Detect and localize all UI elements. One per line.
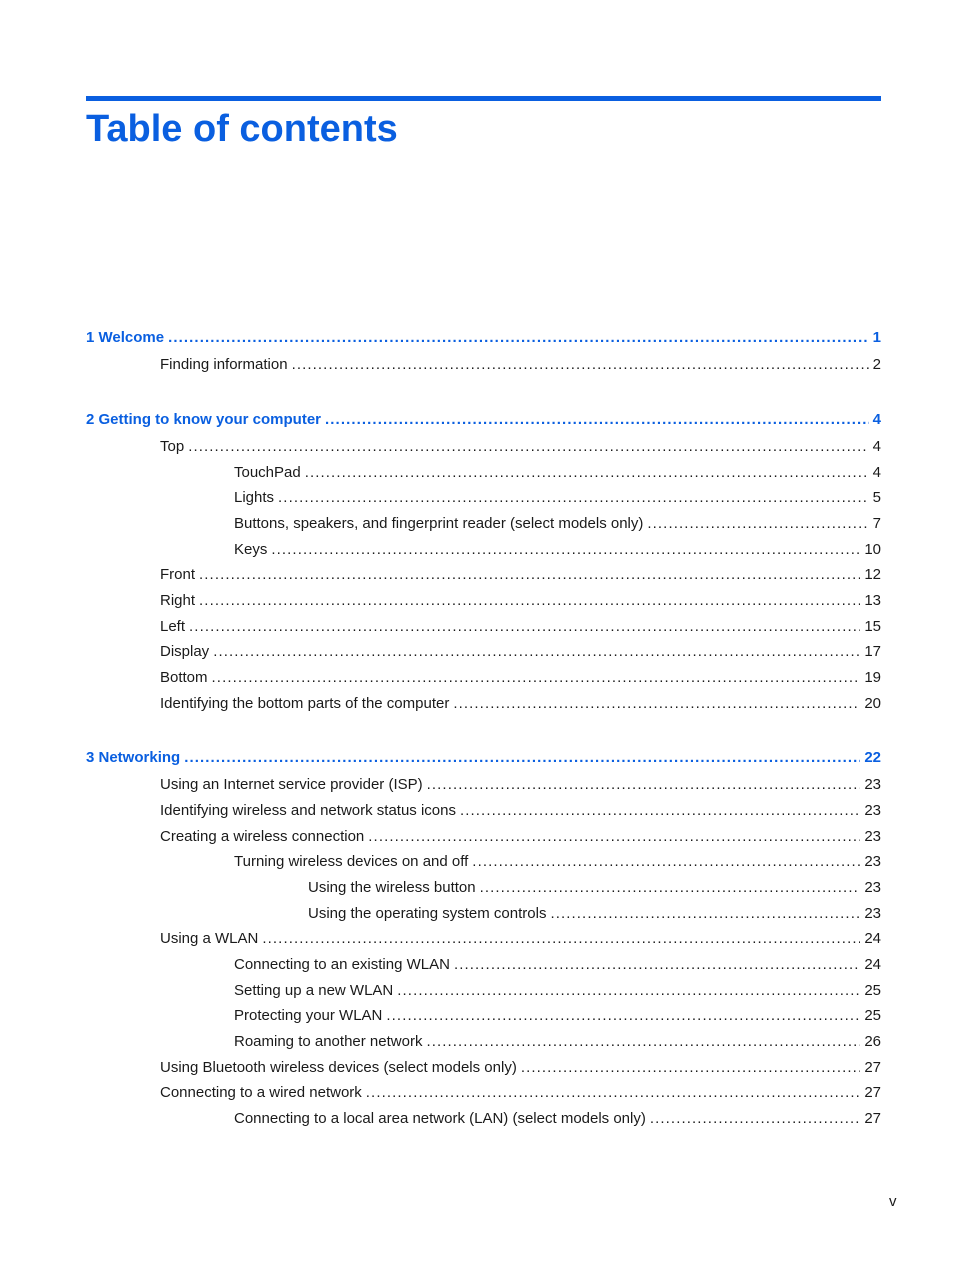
toc-leader-dots — [305, 463, 869, 483]
toc-entry-label: Setting up a new WLAN — [234, 982, 394, 999]
toc-entry-page: 27 — [864, 1110, 881, 1127]
toc-entry[interactable] — [308, 878, 881, 898]
toc-entry-page: 4 — [872, 411, 881, 428]
toc-entry-page: 25 — [864, 982, 881, 999]
toc-entry[interactable] — [160, 355, 881, 375]
toc-leader-dots — [386, 1006, 860, 1026]
toc-entry[interactable] — [160, 1083, 881, 1103]
toc-entry-label: TouchPad — [234, 464, 301, 481]
toc-entry[interactable] — [234, 463, 881, 483]
toc-entry-label: 2 Getting to know your computer — [86, 411, 322, 428]
toc-entry-page: 1 — [872, 329, 881, 346]
toc-entry[interactable] — [160, 775, 881, 795]
toc-entry[interactable] — [160, 617, 881, 637]
toc-entry-page: 24 — [864, 930, 881, 947]
toc-leader-dots — [521, 1058, 860, 1078]
toc-entry[interactable] — [160, 565, 881, 585]
toc-entry-label: Using a WLAN — [160, 930, 259, 947]
toc-entry[interactable] — [234, 1006, 881, 1026]
toc-entry-page: 25 — [864, 1007, 881, 1024]
toc-entry[interactable] — [234, 981, 881, 1001]
toc-entry-label: 1 Welcome — [86, 329, 165, 346]
toc-entry[interactable] — [234, 955, 881, 975]
toc-entry[interactable] — [308, 904, 881, 924]
toc-entry-label: Front — [160, 566, 196, 583]
toc-entry-page: 23 — [864, 776, 881, 793]
toc-entry-page: 23 — [864, 879, 881, 896]
toc-entry-page: 27 — [864, 1059, 881, 1076]
toc-leader-dots — [199, 591, 860, 611]
toc-leader-dots — [426, 1032, 860, 1052]
toc-entry-page: 23 — [864, 828, 881, 845]
toc-entry-label: Right — [160, 592, 196, 609]
toc-entry-page: 5 — [872, 489, 881, 506]
toc-entry-page: 20 — [864, 695, 881, 712]
toc-entry-page: 26 — [864, 1033, 881, 1050]
toc-entry-page: 2 — [872, 356, 881, 373]
toc-entry-label: Left — [160, 618, 186, 635]
toc-leader-dots — [278, 488, 869, 508]
toc-entry-label: Roaming to another network — [234, 1033, 423, 1050]
toc-entry-page: 12 — [864, 566, 881, 583]
toc-entry[interactable] — [160, 591, 881, 611]
toc-entry-page: 15 — [864, 618, 881, 635]
toc-entry-label: Identifying the bottom parts of the computer — [160, 695, 450, 712]
toc-entry-label: Connecting to a local area network (LAN) (select models only) — [234, 1110, 646, 1127]
toc-entry-page: 10 — [864, 541, 881, 558]
toc-entry[interactable] — [234, 540, 881, 560]
toc-entry[interactable] — [234, 1109, 881, 1129]
title-rule — [86, 96, 881, 101]
page-number: v — [889, 1193, 897, 1210]
toc-leader-dots — [184, 748, 860, 768]
toc-leader-dots — [213, 642, 860, 662]
toc-entry-page: 22 — [864, 749, 881, 766]
toc-entry-page: 27 — [864, 1084, 881, 1101]
toc-entry-label: Finding information — [160, 356, 288, 373]
toc-entry[interactable] — [234, 852, 881, 872]
toc-entry-label: Lights — [234, 489, 275, 506]
toc-leader-dots — [427, 775, 861, 795]
toc-entry[interactable] — [160, 694, 881, 714]
toc-entry-label: Protecting your WLAN — [234, 1007, 383, 1024]
toc-entry-label: Identifying wireless and network status icons — [160, 802, 456, 819]
toc-leader-dots — [460, 801, 860, 821]
toc-leader-dots — [397, 981, 860, 1001]
toc-leader-dots — [188, 437, 868, 457]
toc-entry[interactable] — [160, 801, 881, 821]
toc-entry[interactable] — [160, 1058, 881, 1078]
toc-entry-label: Creating a wireless connection — [160, 828, 365, 845]
toc-entry-label: Using an Internet service provider (ISP) — [160, 776, 423, 793]
toc-entry-label: Top — [160, 438, 185, 455]
toc-entry[interactable] — [160, 668, 881, 688]
toc-leader-dots — [647, 514, 868, 534]
toc-entry-label: Using Bluetooth wireless devices (select models only) — [160, 1059, 517, 1076]
toc-leader-dots — [366, 1083, 861, 1103]
toc-entry-label: Display — [160, 643, 210, 660]
toc-entry-page: 23 — [864, 905, 881, 922]
toc-entry-page: 17 — [864, 643, 881, 660]
toc-entry[interactable] — [234, 514, 881, 534]
toc-entry-label: Connecting to a wired network — [160, 1084, 362, 1101]
toc-entry[interactable] — [234, 1032, 881, 1052]
toc-chapter-entry[interactable] — [86, 328, 881, 348]
toc-leader-dots — [453, 694, 860, 714]
toc-leader-dots — [292, 355, 869, 375]
toc-entry-page: 7 — [872, 515, 881, 532]
toc-leader-dots — [168, 328, 869, 348]
toc-entry-label: Connecting to an existing WLAN — [234, 956, 450, 973]
toc-leader-dots — [472, 852, 860, 872]
toc-leader-dots — [650, 1109, 860, 1129]
toc-entry-label: Keys — [234, 541, 268, 558]
toc-leader-dots — [454, 955, 860, 975]
toc-entry-page: 13 — [864, 592, 881, 609]
toc-entry-page: 19 — [864, 669, 881, 686]
toc-leader-dots — [262, 929, 860, 949]
toc-entry-page: 23 — [864, 802, 881, 819]
toc-entry-label: Bottom — [160, 669, 208, 686]
toc-entry-label: Turning wireless devices on and off — [234, 853, 469, 870]
toc-entry-label: Using the wireless button — [308, 879, 476, 896]
toc-leader-dots — [271, 540, 860, 560]
toc-entry[interactable] — [160, 437, 881, 457]
toc-leader-dots — [480, 878, 861, 898]
toc-leader-dots — [212, 668, 861, 688]
toc-leader-dots — [325, 410, 869, 430]
toc-entry-page: 4 — [872, 438, 881, 455]
toc-leader-dots — [550, 904, 860, 924]
toc-entry-label: 3 Networking — [86, 749, 181, 766]
toc-entry[interactable] — [160, 929, 881, 949]
toc-entry[interactable] — [234, 488, 881, 508]
toc-leader-dots — [368, 827, 860, 847]
toc-entry-page: 23 — [864, 853, 881, 870]
toc-leader-dots — [199, 565, 860, 585]
toc-entry-label: Buttons, speakers, and fingerprint reader (select models only) — [234, 515, 644, 532]
toc-chapter-entry[interactable] — [86, 748, 881, 768]
toc-entry[interactable] — [160, 642, 881, 662]
page-title: Table of contents — [86, 108, 398, 150]
toc-entry-page: 24 — [864, 956, 881, 973]
toc-entry-label: Using the operating system controls — [308, 905, 547, 922]
toc-chapter-entry[interactable] — [86, 410, 881, 430]
toc-entry-page: 4 — [872, 464, 881, 481]
toc-leader-dots — [189, 617, 860, 637]
toc-entry[interactable] — [160, 827, 881, 847]
